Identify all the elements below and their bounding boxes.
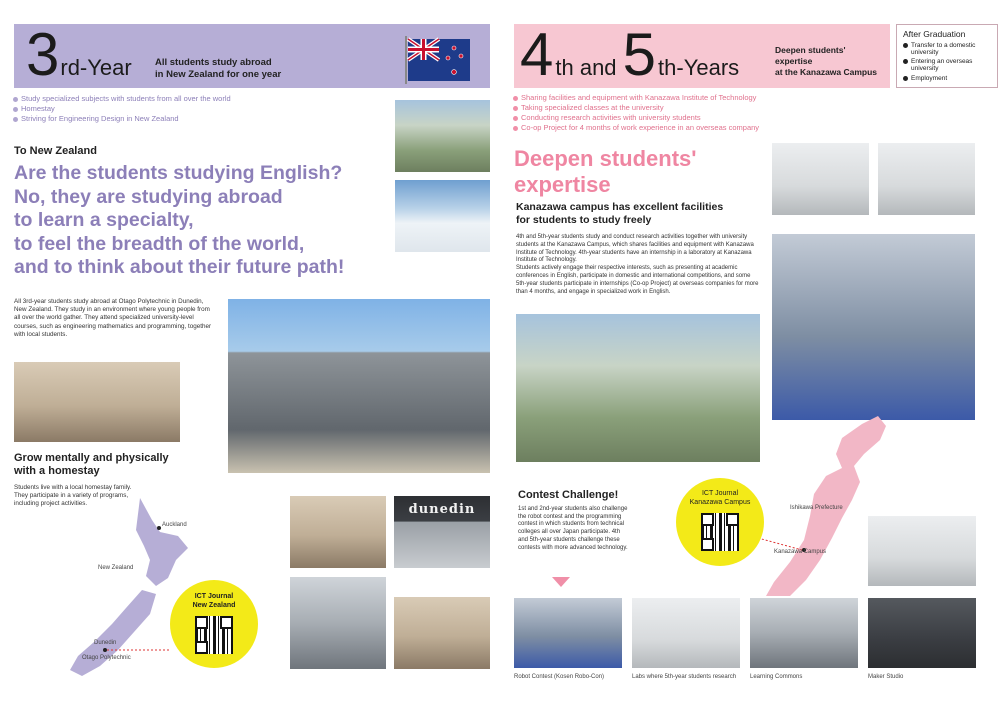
map-label-new-zealand: New Zealand (98, 565, 134, 571)
project-activity-photo (290, 496, 386, 568)
intro-text: All 3rd-year students study abroad at Otago Polytechnic in Dunedin, New Zealand. They study in an environment where young people from all over the world gather. They attend specialized university-level courses, such as engineering mathematics and programming, together with local students. (14, 298, 212, 338)
workshop-photo (394, 597, 490, 669)
sign-language-presentation-photo (772, 143, 869, 215)
caption-research-labs: Labs where 5th-year students research (632, 674, 737, 680)
kanazawa-subhead: Kanazawa campus has excellent facilities for students to study freely (516, 201, 724, 226)
qr-title-new-zealand: ICT Journal New Zealand (192, 593, 236, 609)
bullet-item: Conducting research activities with university students (512, 113, 759, 123)
bullet-item: Homestay (12, 104, 231, 114)
bullet-item: Co-op Project for 4 months of work experience in an overseas company (512, 123, 759, 133)
contest-title: Contest Challenge! (518, 489, 619, 501)
caption-robot-contest: Robot Contest (Kosen Robo-Con) (514, 674, 605, 680)
after-graduation-item: Entering an overseas university (903, 58, 993, 72)
caption-maker-studio: Maker Studio (868, 674, 904, 680)
kanazawa-body-text: 4th and 5th-year students study and conduct research activities together with university students at the Kanazawa Campus, which shares facilities and equipment with Kanazawa Institute of Technology. 4th-year students have an internship in a laboratory at Kanazawa Institute of Technology. Students actively engage their respective interests, such as presenting at academic conferences in English, participate in domestic and international competitions, and some 5th-year students participate in internships (Co-op Project) at overseas companies for more than 4 months, and engage in specialized work in English. (516, 234, 759, 295)
after-graduation-box (896, 24, 998, 88)
bullet-item: Sharing facilities and equipment with Kanazawa Institute of Technology (512, 93, 759, 103)
headline: Are the students studying English? No, they are studying abroad to learn a specialty, to feel the breadth of the world, and to think about their future path! (14, 162, 345, 278)
learning-commons-photo (750, 598, 858, 668)
presentation-photo (868, 516, 976, 586)
map-label-dunedin: Dunedin (94, 640, 117, 646)
map-label-otago: Otago Polytechnic (82, 655, 131, 661)
fourth-fifth-year-subtitle: Deepen students' expertise at the Kanazawa Campus (775, 45, 878, 77)
after-graduation-title: After Graduation (903, 29, 966, 39)
right-page (500, 0, 1000, 707)
contest-text: 1st and 2nd-year students also challenge the robot contest and the programming contest in which students from technical colleges all over Japan participate. 4th and 5th-year students challenge these contests with more advanced technology. (518, 506, 628, 551)
qr-title-kanazawa: ICT Journal Kanazawa Campus (689, 490, 751, 506)
caption-learning-commons: Learning Commons (750, 674, 803, 680)
qr-code-kanazawa[interactable] (701, 513, 739, 551)
store-sign-text: dunedin (408, 502, 476, 517)
map-label-auckland: Auckland (162, 522, 187, 528)
bullet-item: Study specialized subjects with students from all over the world (12, 94, 231, 104)
qr-code-new-zealand[interactable] (195, 616, 233, 654)
map-label-kanazawa: Kanazawa Campus (774, 549, 827, 555)
third-year-title: 3rd-Year (26, 21, 132, 88)
kanazawa-campus-aerial-photo (516, 314, 760, 462)
otago-campus-group-photo (228, 299, 490, 473)
research-lab-photo (632, 598, 740, 668)
homestay-title: Grow mentally and physically with a homestay (14, 452, 169, 477)
third-year-subtitle: All students study abroad in New Zealand for one year (155, 57, 282, 80)
robot-lab-photo (772, 234, 975, 420)
dunedin-store-photo (394, 496, 490, 568)
after-graduation-item: Transfer to a domestic university (903, 42, 993, 56)
homestay-family-photo (14, 362, 180, 442)
down-arrow-icon (552, 577, 570, 587)
laptop-students-photo (878, 143, 975, 215)
bullet-item: Taking specialized classes at the university (512, 103, 759, 113)
maker-studio-photo (868, 598, 976, 668)
bullet-item: Striving for Engineering Design in New Zealand (12, 114, 231, 124)
new-zealand-flag-icon (404, 36, 472, 84)
dunedin-station-photo (395, 100, 490, 172)
section-label: To New Zealand (14, 145, 97, 157)
third-year-bullet-list (12, 94, 231, 124)
after-graduation-item: Employment (903, 75, 993, 82)
robot-contest-photo (514, 598, 622, 668)
snow-mountain-photo (395, 180, 490, 252)
map-label-ishikawa: Ishikawa Prefecture (790, 505, 843, 511)
deepen-headline: Deepen students' expertise (514, 146, 697, 197)
classroom-group-photo (290, 577, 386, 669)
fourth-fifth-year-bullet-list (512, 93, 759, 133)
homestay-text: Students live with a local homestay family. They participate in a variety of programs, including project activities. (14, 484, 132, 508)
fourth-fifth-year-title: 4th and 5th-Years (520, 21, 740, 88)
